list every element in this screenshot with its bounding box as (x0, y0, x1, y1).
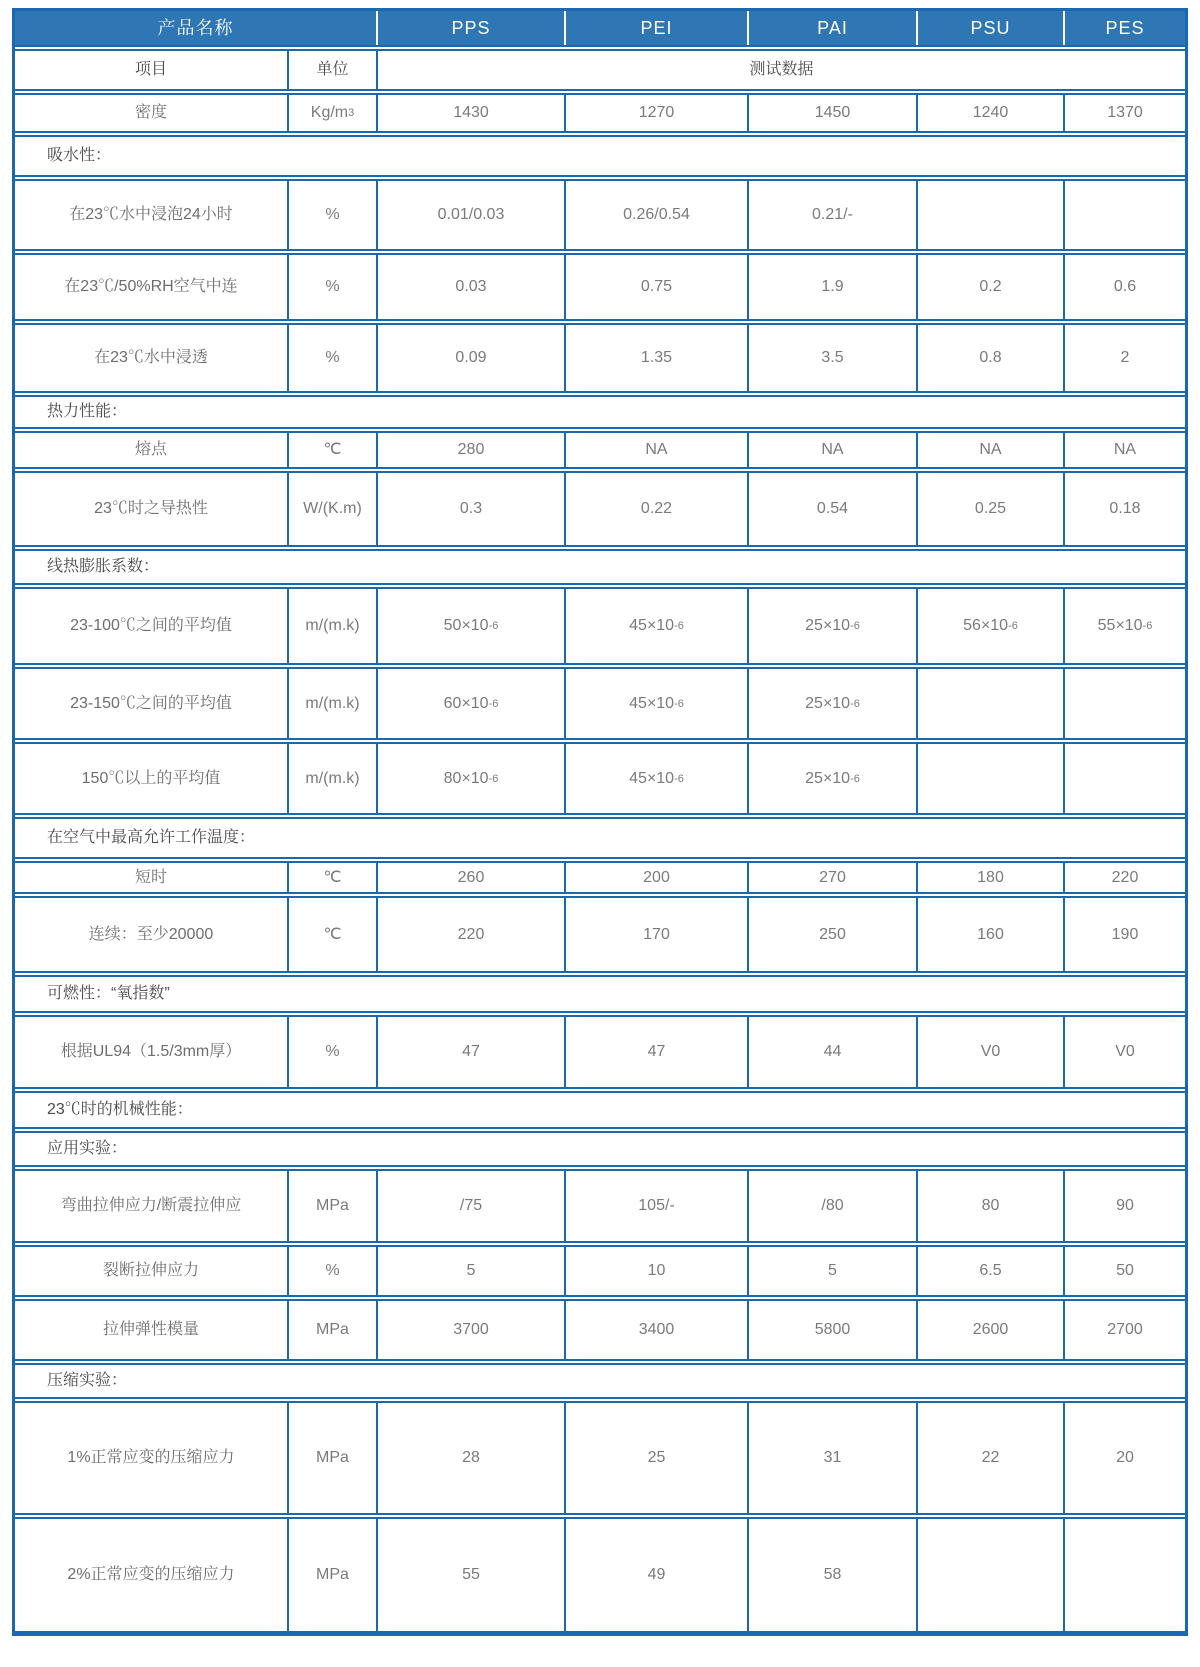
value-cell: 45×10 -6 (564, 589, 747, 663)
value-cell (1063, 669, 1185, 738)
table-row (15, 1015, 1185, 1089)
value-cell: NA (1063, 433, 1185, 467)
section-label: 应用实验： (47, 1140, 128, 1157)
unit-cell: m/(m.k) (287, 669, 376, 738)
value-cell: 0.21/- (747, 181, 916, 249)
row-label: 150℃以上的平均值 (81, 769, 221, 787)
row-label: 23℃时之导热性 (94, 500, 208, 517)
value-cell: 58 (747, 1519, 916, 1631)
value-cell: 250 (747, 898, 916, 971)
value-cell: 220 (376, 898, 564, 971)
row-label: 1%正常应变的压缩应力 (67, 1449, 235, 1466)
value-cell: 3400 (564, 1301, 747, 1359)
value-cell: 44 (747, 1017, 916, 1087)
unit-cell: MPa (287, 1519, 376, 1631)
row-label: 23-100℃之间的平均值 (70, 617, 232, 634)
item-header: 项目 (134, 61, 167, 78)
row-label: 连续：至少20000 (88, 925, 214, 943)
value-cell: 25×10 -6 (747, 589, 916, 663)
value-cell (1063, 181, 1185, 249)
table-header-row (15, 11, 1185, 47)
value-cell: 31 (747, 1403, 916, 1513)
test-data-header: 测试数据 (376, 51, 1185, 89)
row-label: 拉伸弹性模量 (102, 1321, 199, 1338)
table-row (15, 1245, 1185, 1297)
value-cell: NA (564, 433, 747, 467)
table-row (15, 253, 1185, 321)
value-cell: 28 (376, 1403, 564, 1513)
section-row (15, 1363, 1185, 1399)
unit-cell: ℃ (287, 898, 376, 971)
value-cell: 45×10 -6 (564, 744, 747, 813)
value-cell: 5800 (747, 1301, 916, 1359)
value-cell: 1240 (916, 95, 1063, 131)
value-cell: 45×10 -6 (564, 669, 747, 738)
value-cell: 55 (376, 1519, 564, 1631)
section-row (15, 1131, 1185, 1167)
table-row (15, 896, 1185, 973)
product-column-header-pai: PAI (747, 11, 916, 45)
value-cell: 50×10 -6 (376, 589, 564, 663)
table-row (15, 1401, 1185, 1515)
value-cell: 0.3 (376, 473, 564, 545)
value-cell: NA (747, 433, 916, 467)
unit-cell: % (287, 325, 376, 391)
row-label: 根据UL94（1.5/3mm厚） (60, 1043, 242, 1060)
value-cell: /75 (376, 1171, 564, 1241)
value-cell: 220 (1063, 863, 1185, 892)
value-cell: /80 (747, 1171, 916, 1241)
table-row (15, 1169, 1185, 1243)
section-row (15, 135, 1185, 177)
row-label: 密度 (134, 104, 167, 121)
value-cell: 200 (564, 863, 747, 892)
product-column-header-pes: PES (1063, 11, 1185, 45)
table-row (15, 667, 1185, 740)
value-cell: 25 (564, 1403, 747, 1513)
row-label: 短时 (134, 868, 167, 886)
value-cell: 5 (747, 1247, 916, 1295)
value-cell: 2600 (916, 1301, 1063, 1359)
section-row (15, 395, 1185, 429)
value-cell: 0.8 (916, 325, 1063, 391)
value-cell: 50 (1063, 1247, 1185, 1295)
value-cell (916, 1519, 1063, 1631)
value-cell: 2700 (1063, 1301, 1185, 1359)
value-cell: 190 (1063, 898, 1185, 971)
value-cell (916, 181, 1063, 249)
value-cell: 1.9 (747, 255, 916, 319)
value-cell: 0.01/0.03 (376, 181, 564, 249)
value-cell: 1430 (376, 95, 564, 131)
value-cell: 0.22 (564, 473, 747, 545)
value-cell: 20 (1063, 1403, 1185, 1513)
product-column-header-pei: PEI (564, 11, 747, 45)
unit-cell: % (287, 1017, 376, 1087)
value-cell: 25×10 -6 (747, 669, 916, 738)
value-cell: 80×10 -6 (376, 744, 564, 813)
table-row (15, 742, 1185, 815)
value-cell: 60×10 -6 (376, 669, 564, 738)
value-cell: 105/- (564, 1171, 747, 1241)
row-label: 熔点 (134, 441, 167, 458)
section-label: 热力性能： (47, 403, 128, 420)
unit-cell: % (287, 181, 376, 249)
row-label: 2%正常应变的压缩应力 (67, 1566, 235, 1583)
table-row (15, 431, 1185, 469)
value-cell: 0.25 (916, 473, 1063, 545)
value-cell: 56×10 -6 (916, 589, 1063, 663)
value-cell: 160 (916, 898, 1063, 971)
table-row (15, 93, 1185, 133)
value-cell: 3.5 (747, 325, 916, 391)
value-cell: 180 (916, 863, 1063, 892)
unit-cell: MPa (287, 1403, 376, 1513)
value-cell: 0.54 (747, 473, 916, 545)
section-label: 线热膨胀系数： (47, 558, 160, 575)
unit-cell: m/(m.k) (287, 589, 376, 663)
unit-cell: % (287, 255, 376, 319)
table-row (15, 323, 1185, 393)
section-label: 23℃时的机械性能： (47, 1101, 193, 1118)
value-cell: 25×10 -6 (747, 744, 916, 813)
value-cell: 0.26/0.54 (564, 181, 747, 249)
table-subheader-row (15, 49, 1185, 91)
value-cell: 47 (376, 1017, 564, 1087)
value-cell: NA (916, 433, 1063, 467)
value-cell: 55×10 -6 (1063, 589, 1185, 663)
value-cell: V0 (916, 1017, 1063, 1087)
value-cell: 5 (376, 1247, 564, 1295)
product-name-header: 产品名称 (157, 17, 234, 38)
value-cell: 0.18 (1063, 473, 1185, 545)
value-cell: 6.5 (916, 1247, 1063, 1295)
value-cell: 0.03 (376, 255, 564, 319)
value-cell (916, 744, 1063, 813)
section-label: 压缩实验： (47, 1372, 128, 1389)
spec-table (12, 8, 1188, 1636)
value-cell: 0.75 (564, 255, 747, 319)
row-label: 在23℃/50%RH空气中连 (64, 278, 238, 295)
table-row (15, 861, 1185, 894)
value-cell: 0.2 (916, 255, 1063, 319)
table-row (15, 179, 1185, 251)
value-cell: 270 (747, 863, 916, 892)
product-column-header-psu: PSU (916, 11, 1063, 45)
table-row (15, 1299, 1185, 1361)
section-label: 吸水性： (47, 147, 112, 164)
table-row (15, 1517, 1185, 1633)
row-label: 弯曲拉伸应力/断震拉伸应 (60, 1197, 242, 1214)
section-label: 在空气中最高允许工作温度： (47, 829, 256, 846)
value-cell: 80 (916, 1171, 1063, 1241)
value-cell: 2 (1063, 325, 1185, 391)
value-cell: 10 (564, 1247, 747, 1295)
section-row (15, 1091, 1185, 1129)
section-row (15, 975, 1185, 1013)
section-row (15, 549, 1185, 585)
value-cell (1063, 1519, 1185, 1631)
row-label: 在23℃水中浸泡24小时 (69, 206, 233, 223)
unit-header: 单位 (287, 51, 376, 89)
table-row (15, 587, 1185, 665)
table-row (15, 471, 1185, 547)
value-cell: 1.35 (564, 325, 747, 391)
value-cell: 280 (376, 433, 564, 467)
unit-cell: m/(m.k) (287, 744, 376, 813)
value-cell: 3700 (376, 1301, 564, 1359)
value-cell: 22 (916, 1403, 1063, 1513)
section-row (15, 817, 1185, 859)
value-cell: 1370 (1063, 95, 1185, 131)
value-cell: 260 (376, 863, 564, 892)
product-column-header-pps: PPS (376, 11, 564, 45)
row-label: 裂断拉伸应力 (102, 1262, 199, 1279)
value-cell: 0.09 (376, 325, 564, 391)
value-cell: 1270 (564, 95, 747, 131)
unit-cell: ℃ (287, 863, 376, 892)
value-cell: 49 (564, 1519, 747, 1631)
value-cell (916, 669, 1063, 738)
unit-cell: ℃ (287, 433, 376, 467)
value-cell: 47 (564, 1017, 747, 1087)
row-label: 23-150℃之间的平均值 (70, 694, 232, 712)
page (0, 8, 1200, 1667)
row-label: 在23℃水中浸透 (94, 349, 208, 366)
unit-cell: % (287, 1247, 376, 1295)
value-cell: 170 (564, 898, 747, 971)
value-cell: 1450 (747, 95, 916, 131)
unit-cell: MPa (287, 1171, 376, 1241)
unit-cell: W/(K.m) (287, 473, 376, 545)
value-cell: 0.6 (1063, 255, 1185, 319)
value-cell: 90 (1063, 1171, 1185, 1241)
unit-cell: MPa (287, 1301, 376, 1359)
value-cell: V0 (1063, 1017, 1185, 1087)
unit-cell: Kg/m 3 (287, 95, 376, 131)
section-label: 可燃性：“氧指数” (47, 985, 170, 1002)
value-cell (1063, 744, 1185, 813)
